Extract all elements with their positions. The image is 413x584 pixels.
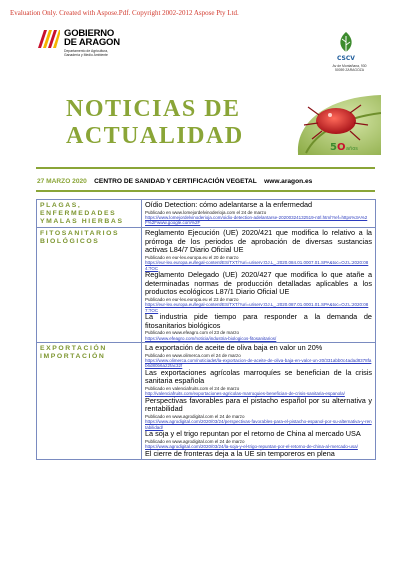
news-headline[interactable]: La soja y el trigo repuntan por el retorno de China al mercado USA (145, 429, 361, 439)
svg-text:O: O (337, 142, 346, 153)
site-name: www.aragon.es (264, 178, 313, 185)
news-published: Publicado en www.efeagro.com el 23 de marzo (145, 330, 240, 336)
news-link[interactable]: https://www.olimerca.com/noticiadet/la-exportacion-de-aceite-de-oliva-baja-en-valor-un-20/331abb0c4adad8378fab6d80b6a22fac32f (145, 358, 372, 369)
watermark: Evaluation Only. Created with Aspose.Pdf. Copyright 2002-2012 Aspose Pty Ltd. (10, 9, 239, 17)
news-cell (142, 228, 376, 343)
news-published: Publicado en www.agrodigital.com el 24 de marzo (145, 414, 245, 419)
svg-text:5: 5 (330, 142, 337, 153)
divider-top (36, 167, 375, 169)
news-headline[interactable]: Las exportaciones agrícolas marroquíes se benefician de la crisis sanitaria española (145, 367, 372, 386)
news-published: Publicado en eur-lex.europa.eu el 23 de marzo (145, 296, 239, 302)
news-link[interactable]: https://www.agrodigital.com/2020/03/24/la-soja-y-el-trigo-repuntan-por-el-retorno-de-china-al-mercado-usa/ (145, 444, 358, 450)
category-label: EXPORTACIÓN IMPORTACIÓN (37, 343, 142, 460)
news-published: Publicado en www.lomejordelvinoderioja.com el 24 de marzo (145, 209, 267, 215)
news-headline[interactable]: La industria pide tiempo para responder a la demanda de fitosanitarios biológicos (145, 312, 372, 330)
news-published: Publicado en www.agrodigital.com el 24 de marzo (145, 438, 245, 444)
news-published: Publicado en eur-lex.europa.eu el 20 de marzo (145, 254, 239, 260)
news-link[interactable]: https://eur-lex.europa.eu/legal-content/ES/TXT/?uri=uriserv:OJ.L_.2020.087.01.0001.01.SPA&toc=OJ:L:2020:087:TOC (145, 302, 369, 313)
center-name: CENTRO DE SANIDAD Y CERTIFICACIÓN VEGETAL (94, 178, 257, 185)
logo-name: GOBIERNO DE ARAGON (64, 28, 120, 48)
category-label: FITOSANITARIOS BIOLÓGICOS (37, 228, 142, 343)
news-link[interactable]: https://www.lomejordelvinoderioja.com/oidio-detection-adelantarse-20200324132519-ntrl.html?ref=https%3A%2F%2Fwww.google.com%2F (145, 215, 368, 226)
news-headline[interactable]: Reglamento Delegado (UE) 2020/427 que modifica lo que atañe a determinadas normas de producción detalladas aplicables a los productos ecológicos L87/1 Diario Oficial UE (145, 270, 372, 297)
news-headline[interactable]: Perspectivas favorables para el pistacho español por su alternativa y rentabilidad (145, 395, 372, 414)
svg-text:años: años (346, 146, 358, 152)
news-link[interactable]: http://valenciafruits.com/exportaciones-agricolas-marroquies-benefician-de-crisis-sanitaria-espanola/ (145, 391, 345, 397)
news-headline[interactable]: El cierre de fronteras deja a la UE sin temporeros en plena (145, 448, 335, 458)
news-headline[interactable]: La exportación de aceite de oliva baja en valor un 20% (145, 343, 323, 352)
news-link[interactable]: https://eur-lex.europa.eu/legal-content/ES/TXT/?uri=uriserv:OJ.L_.2020.084.01.0007.01.SPA&toc=OJ:L:2020:084:TOC (145, 260, 369, 271)
news-headline[interactable]: Oídio Detection: cómo adelantarse a la enfermedad (145, 200, 313, 209)
news-published: Publicado en www.olimerca.com el 24 de marzo (145, 352, 241, 358)
news-published: Publicado en valenciafruits.com el 24 de marzo (145, 386, 240, 391)
bulletin-date: 27 MARZO 2020 (37, 178, 87, 185)
cscv-logo-icon (332, 30, 360, 62)
news-headline[interactable]: Reglamento Ejecución (UE) 2020/421 que modifica lo relativo a la prórroga de los periodos de aprobación de diversas sustancias activas L84/7 Diario Oficial UE (145, 228, 372, 255)
table-row (37, 228, 376, 343)
news-link[interactable]: https://www.agrodigital.com/2020/03/24/perspectivas-favorables-para-el-pistacho-espanol-por-su-alternativa-y-rentabilidad/ (145, 419, 372, 430)
news-table (36, 199, 376, 460)
page-title: NOTICIAS DE ACTUALIDAD (66, 96, 244, 149)
news-cell (142, 343, 376, 460)
bulletin-header (37, 178, 312, 185)
table-row (37, 200, 376, 228)
news-cell (142, 200, 376, 228)
table-row (37, 343, 376, 460)
svg-text:CSCV: CSCV (337, 55, 355, 62)
mite-photo (286, 93, 381, 155)
category-label: PLAGAS, ENFERMEDADES YMALAS HIERBAS (37, 200, 142, 228)
divider-bottom (36, 190, 375, 192)
news-link[interactable]: https://www.efeagro.com/noticia/industria-biologicos-fitosanitarios/ (145, 335, 277, 341)
cscv-address: Av de Montañana, 930 50059 ZARAGOZA (332, 64, 367, 72)
logo-department: Departamento de Agricultura, Ganadería y Medio Ambiente (64, 49, 109, 57)
